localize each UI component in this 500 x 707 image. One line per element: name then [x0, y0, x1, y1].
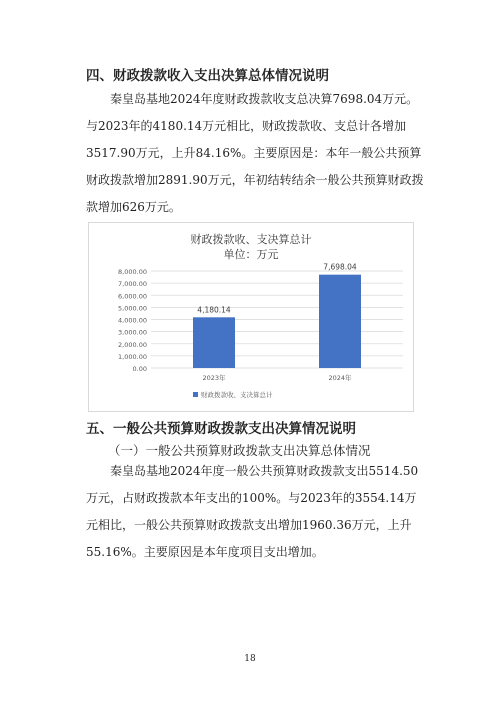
bar-value-label: 4,180.14 [197, 305, 231, 315]
x-tick-label: 2024年 [328, 374, 352, 382]
bar [193, 317, 235, 368]
x-tick-label: 2023年 [202, 374, 226, 382]
page-number: 18 [244, 654, 256, 664]
legend-swatch [193, 392, 198, 397]
section4-paragraph: 秦皇岛基地2024年度财政拨款收支总决算7698.04万元。与2023年的4180.14万元相比，财政拨款收、支总计各增加3517.90万元，上升84.16%。主要原因是：本年一般公共预算财政拨款增加2891.90万元，年初结转结余一般公共预算财政拨款增加626万元。 [86, 92, 424, 214]
section4-heading: 四、财政拨款收入支出决算总体情况说明 [86, 68, 329, 84]
chart-container [88, 222, 414, 412]
legend-label: 财政拨款收、支决算总计 [201, 391, 273, 399]
y-tick-label: 3,000.00 [118, 328, 147, 337]
bar [319, 275, 361, 368]
section5-paragraph: 秦皇岛基地2024年度一般公共预算财政拨款支出5514.50万元，占财政拨款本年支出的100%。与2023年的3554.14万元相比，一般公共预算财政拨款支出增加1960.36万元，上升55.16%。主要原因是本年度项目支出增加。 [86, 464, 419, 559]
y-tick-label: 0.00 [132, 365, 147, 373]
y-tick-label: 6,000.00 [118, 292, 147, 301]
y-tick-label: 4,000.00 [118, 316, 147, 325]
section5-heading: 五、一般公共预算财政拨款支出决算情况说明 [86, 421, 356, 437]
y-tick-label: 5,000.00 [118, 304, 147, 313]
bar-chart [89, 223, 413, 411]
y-tick-label: 2,000.00 [118, 340, 147, 349]
y-tick-label: 8,000.00 [118, 268, 147, 276]
chart-subtitle: 单位：万元 [223, 248, 279, 261]
y-tick-label: 7,000.00 [118, 280, 147, 289]
chart-title: 财政拨款收、支决算总计 [190, 233, 312, 246]
bar-value-label: 7,698.04 [323, 262, 357, 272]
y-tick-label: 1,000.00 [118, 352, 147, 361]
section5-subheading: （一）一般公共预算财政拨款支出决算总体情况 [108, 443, 371, 458]
